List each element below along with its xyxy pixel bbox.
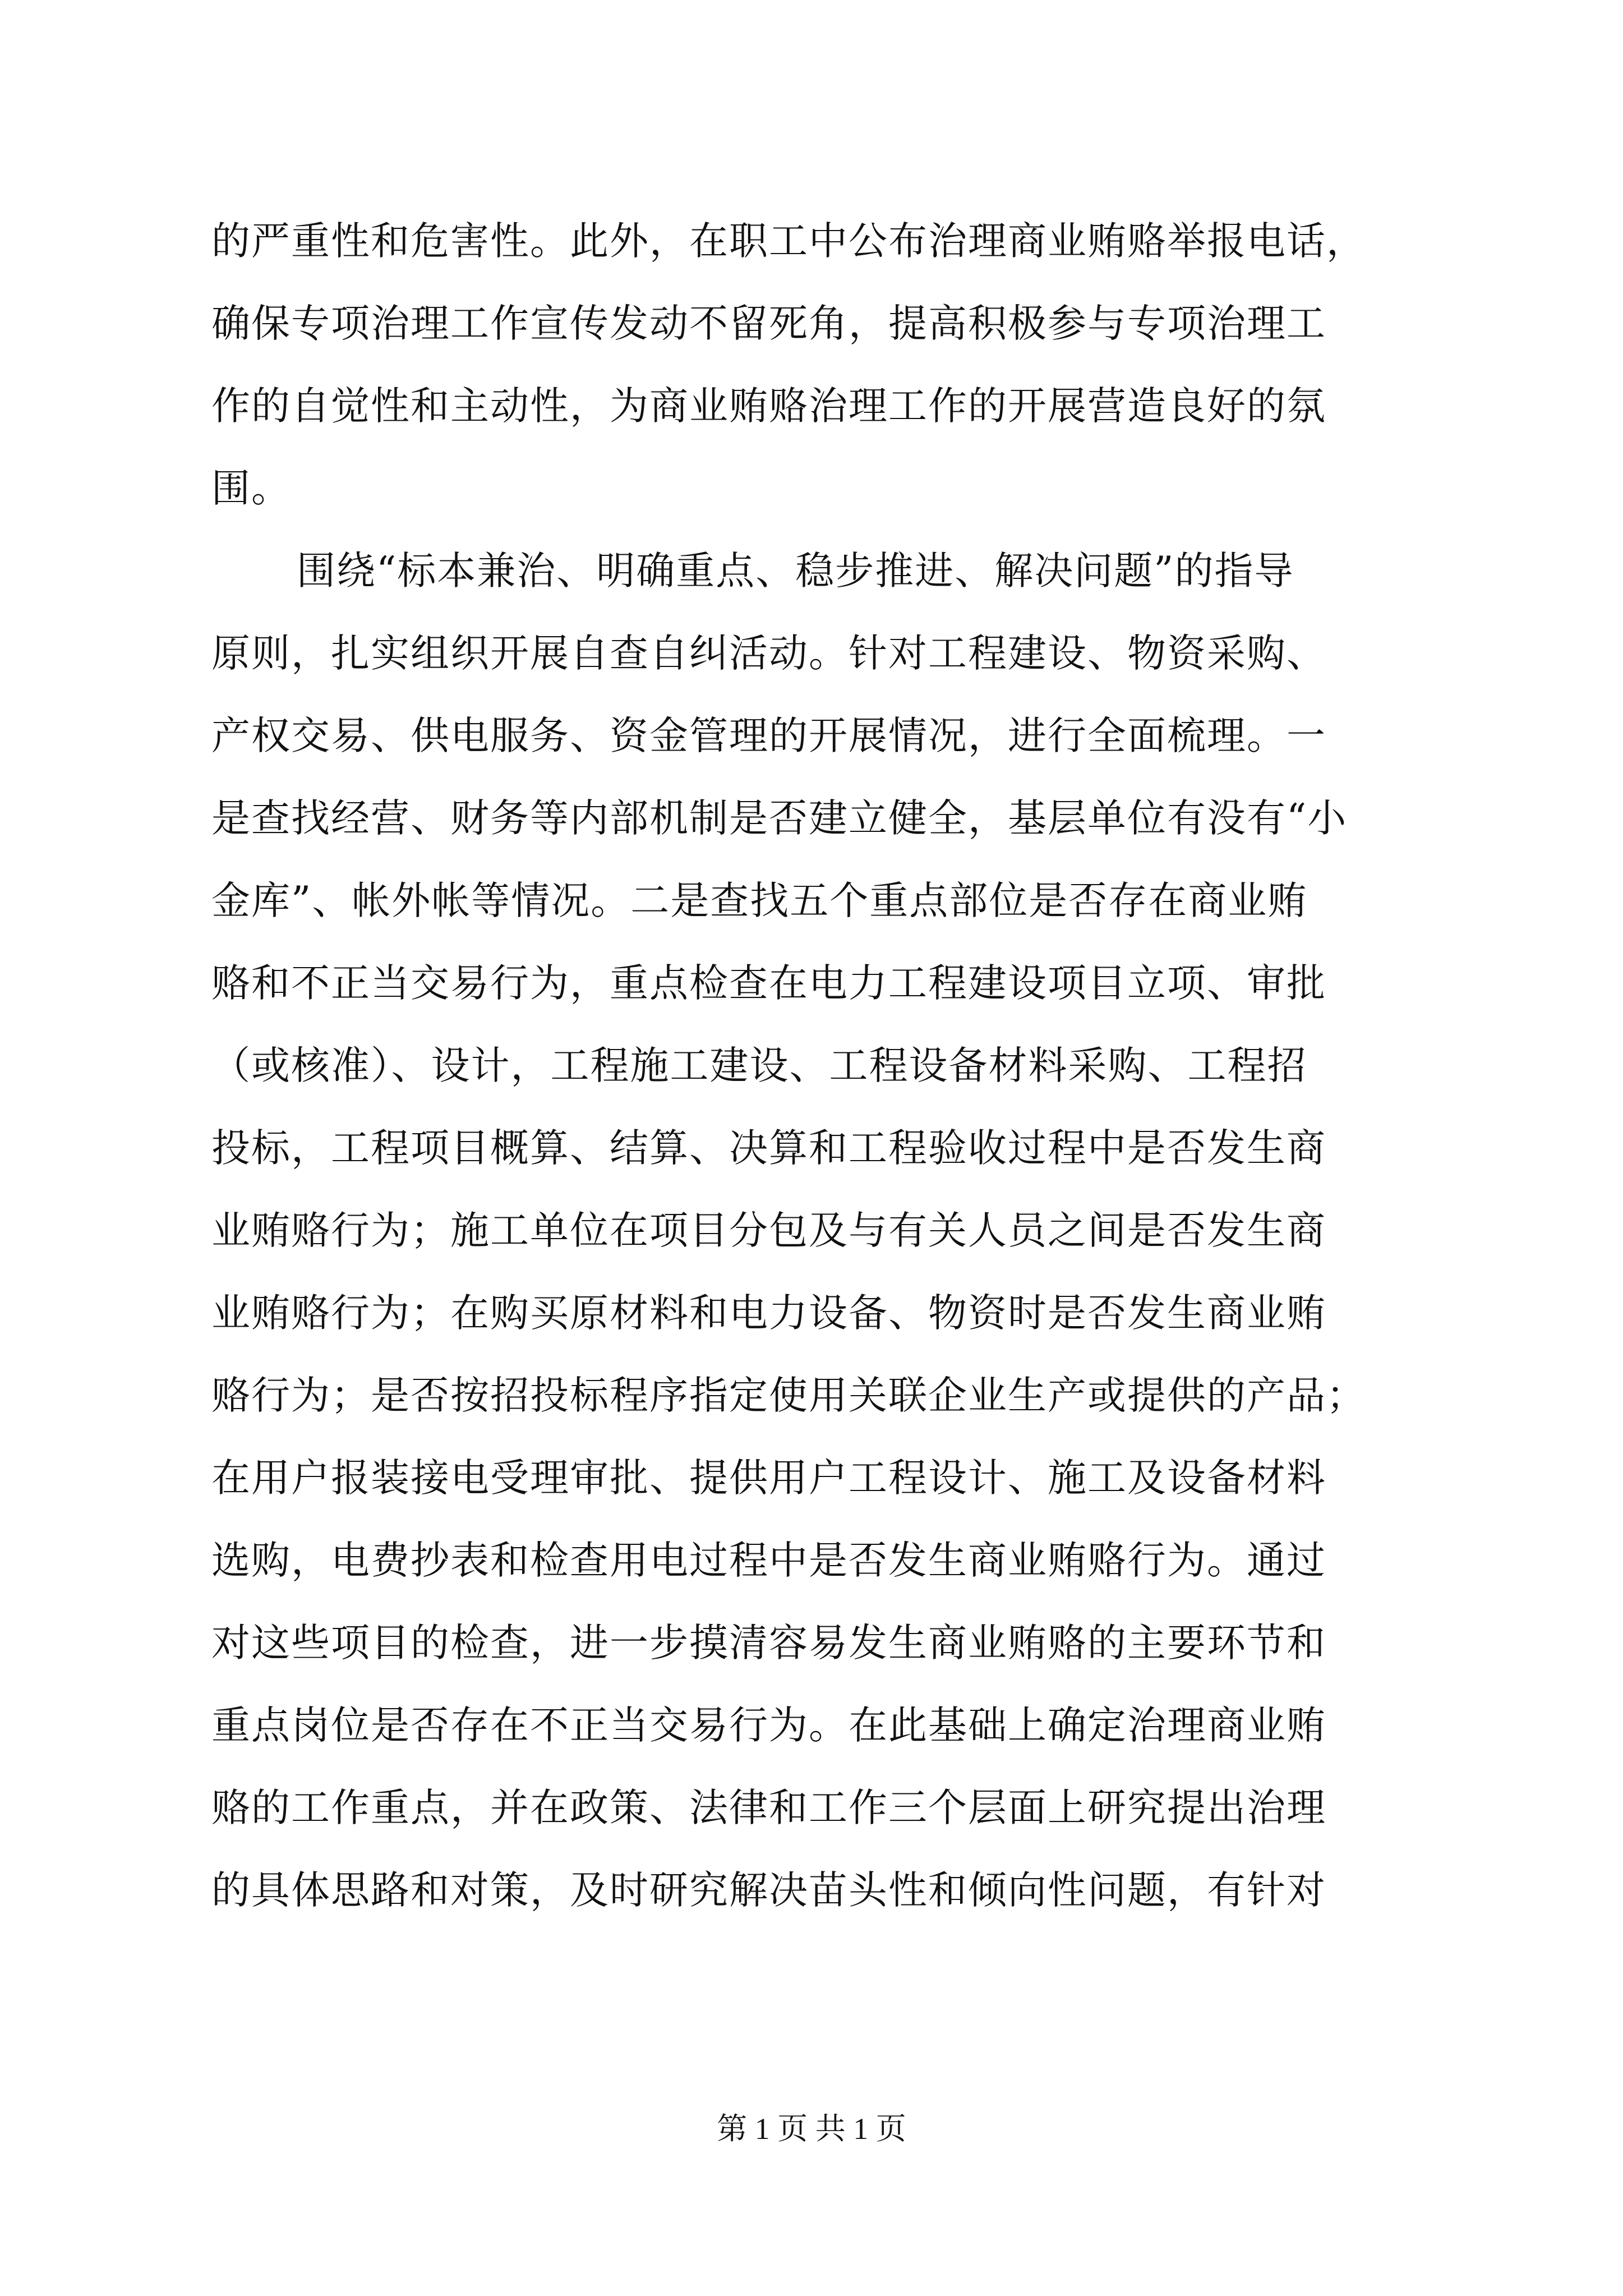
page-footer: 第 1 页 共 1 页	[717, 2112, 906, 2146]
text-line: 在用户报装接电受理审批、提供用户工程设计、施工及设备材料	[211, 1456, 1326, 1501]
text-line: 赂行为；是否按招投标程序指定使用关联企业生产或提供的产品；	[211, 1373, 1366, 1418]
text-line: （或核准）、设计，工程施工建设、工程设备材料采购、工程招	[211, 1043, 1307, 1088]
text-line: 的严重性和危害性。此外，在职工中公布治理商业贿赂举报电话，	[211, 219, 1366, 264]
text-line: 投标，工程项目概算、结算、决算和工程验收过程中是否发生商	[211, 1126, 1326, 1171]
text-line: 重点岗位是否存在不正当交易行为。在此基础上确定治理商业贿	[211, 1703, 1326, 1748]
text-line: 作的自觉性和主动性，为商业贿赂治理工作的开展营造良好的氛	[211, 384, 1326, 429]
text-line: 原则，扎实组织开展自查自纠活动。针对工程建设、物资采购、	[211, 631, 1326, 676]
text-line: 围。	[211, 466, 291, 511]
text-line: 金库”、帐外帐等情况。二是查找五个重点部位是否存在商业贿	[211, 878, 1308, 923]
text-line: 的具体思路和对策，及时研究解决苗头性和倾向性问题，有针对	[211, 1868, 1326, 1913]
text-line: 对这些项目的检查，进一步摸清容易发生商业贿赂的主要环节和	[211, 1621, 1326, 1665]
text-line: 产权交易、供电服务、资金管理的开展情况，进行全面梳理。一	[211, 714, 1326, 758]
text-line: 是查找经营、财务等内部机制是否建立健全，基层单位有没有“小	[211, 796, 1348, 841]
text-line: 业贿赂行为；在购买原材料和电力设备、物资时是否发生商业贿	[211, 1291, 1326, 1336]
text-line: 赂的工作重点，并在政策、法律和工作三个层面上研究提出治理	[211, 1786, 1326, 1830]
text-line: 确保专项治理工作宣传发动不留死角，提高积极参与专项治理工	[211, 301, 1326, 346]
text-line: 业贿赂行为；施工单位在项目分包及与有关人员之间是否发生商	[211, 1208, 1326, 1253]
text-line: 选购，电费抄表和检查用电过程中是否发生商业贿赂行为。通过	[211, 1538, 1326, 1583]
text-line: 赂和不正当交易行为，重点检查在电力工程建设项目立项、审批	[211, 961, 1326, 1006]
paragraph-first-line: 围绕“标本兼治、明确重点、稳步推进、解决问题”的指导	[297, 549, 1294, 593]
